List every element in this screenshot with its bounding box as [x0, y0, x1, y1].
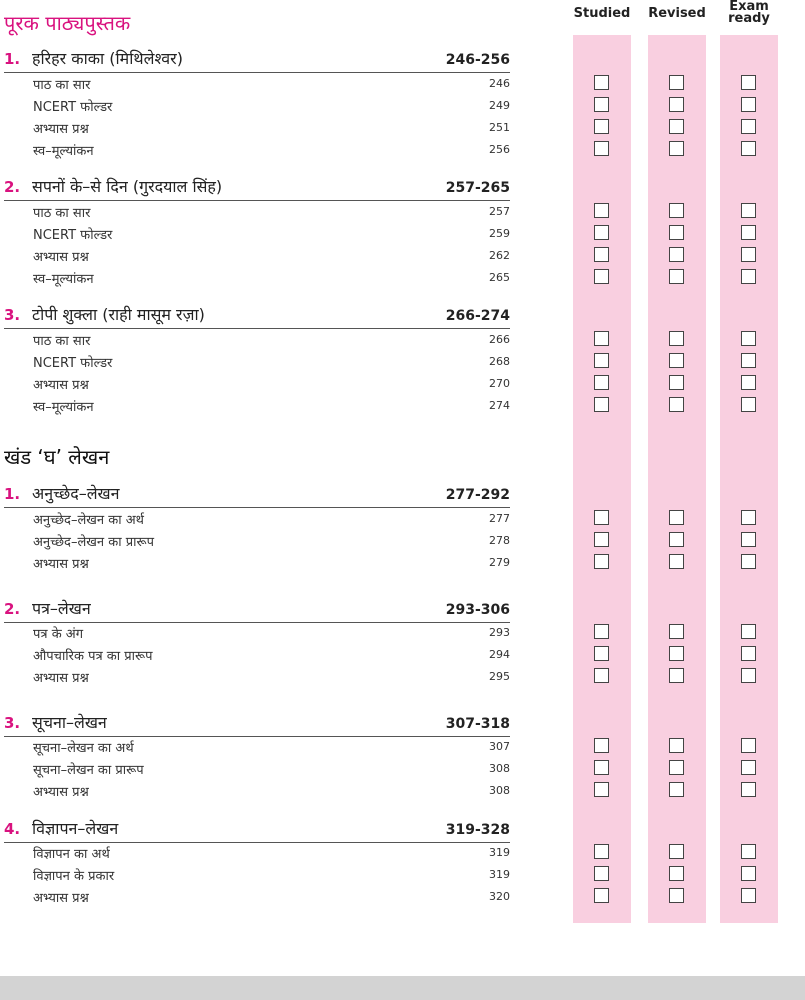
- exam-ready-checkbox[interactable]: [741, 760, 756, 775]
- toc-item-label: NCERT फोल्डर: [33, 356, 113, 371]
- exam-ready-checkbox[interactable]: [741, 119, 756, 134]
- toc-item-label: पाठ का सार: [33, 334, 91, 349]
- supplementary-textbook-title: पूरक पाठ्यपुस्तक: [4, 11, 131, 35]
- chapter-title-text: सपनों के–से दिन: [32, 177, 128, 196]
- chapter-page-range: 307-318: [445, 716, 510, 732]
- exam-ready-checkbox[interactable]: [741, 225, 756, 240]
- studied-checkbox[interactable]: [594, 624, 609, 639]
- toc-item-label: स्व–मूल्यांकन: [33, 144, 94, 159]
- studied-checkbox[interactable]: [594, 866, 609, 881]
- studied-checkbox[interactable]: [594, 353, 609, 368]
- revised-checkbox[interactable]: [669, 141, 684, 156]
- toc-item-label: अभ्यास प्रश्न: [33, 785, 89, 800]
- chapter-title: [32, 597, 91, 619]
- toc-item-label: सूचना–लेखन का प्रारूप: [33, 763, 144, 778]
- studied-checkbox[interactable]: [594, 738, 609, 753]
- toc-item-page: 249: [489, 99, 510, 112]
- toc-item-label: पाठ का सार: [33, 206, 91, 221]
- chapter-author: (मिथिलेश्वर): [109, 49, 183, 68]
- revised-checkbox[interactable]: [669, 331, 684, 346]
- studied-checkbox[interactable]: [594, 141, 609, 156]
- exam-ready-checkbox[interactable]: [741, 397, 756, 412]
- studied-checkbox[interactable]: [594, 375, 609, 390]
- toc-item-row: [33, 138, 510, 160]
- toc-item-page: 320: [489, 890, 510, 903]
- toc-item-label: विज्ञापन का अर्थ: [33, 847, 110, 862]
- revised-checkbox[interactable]: [669, 269, 684, 284]
- revised-checkbox[interactable]: [669, 844, 684, 859]
- studied-column-header: Studied: [573, 6, 631, 21]
- chapter-page-range: 319-328: [445, 822, 510, 838]
- studied-checkbox[interactable]: [594, 760, 609, 775]
- toc-item-page: 307: [489, 740, 510, 753]
- exam-ready-checkbox[interactable]: [741, 782, 756, 797]
- chapter-author: (राही मासूम रज़ा): [102, 305, 205, 324]
- studied-checkbox[interactable]: [594, 203, 609, 218]
- toc-item-row: [33, 841, 510, 863]
- toc-item-label: स्व–मूल्यांकन: [33, 272, 94, 287]
- toc-item-label: अभ्यास प्रश्न: [33, 378, 89, 393]
- revised-checkbox[interactable]: [669, 738, 684, 753]
- toc-item-page: 278: [489, 534, 510, 547]
- toc-item-label: औपचारिक पत्र का प्रारूप: [33, 649, 153, 664]
- toc-item-page: 270: [489, 377, 510, 390]
- studied-checkbox[interactable]: [594, 397, 609, 412]
- toc-item-row: [33, 266, 510, 288]
- toc-item-label: स्व–मूल्यांकन: [33, 400, 94, 415]
- revised-checkbox[interactable]: [669, 760, 684, 775]
- chapter-heading: [4, 592, 510, 623]
- toc-item-row: [33, 94, 510, 116]
- chapter-title: [32, 817, 118, 839]
- toc-item-page: 265: [489, 271, 510, 284]
- studied-checkbox[interactable]: [594, 97, 609, 112]
- chapter-number: 1.: [4, 485, 21, 503]
- toc-item-page: 319: [489, 846, 510, 859]
- toc-item-page: 279: [489, 556, 510, 569]
- toc-item-page: 277: [489, 512, 510, 525]
- revised-checkbox[interactable]: [669, 624, 684, 639]
- studied-checkbox[interactable]: [594, 119, 609, 134]
- toc-item-page: 251: [489, 121, 510, 134]
- chapter-page-range: 293-306: [445, 602, 510, 618]
- toc-item-row: [33, 116, 510, 138]
- toc-item-page: 257: [489, 205, 510, 218]
- toc-item-row: [33, 244, 510, 266]
- toc-item-label: सूचना–लेखन का अर्थ: [33, 741, 134, 756]
- exam-ready-checkbox[interactable]: [741, 203, 756, 218]
- exam-ready-column-header: Exam ready: [728, 0, 770, 26]
- toc-item-row: [33, 72, 510, 94]
- chapter-heading: [4, 42, 510, 73]
- toc-item-row: [33, 507, 510, 529]
- toc-item-label: अनुच्छेद–लेखन का प्रारूप: [33, 535, 154, 550]
- chapter-title-text: सूचना–लेखन: [32, 713, 107, 732]
- studied-checkbox[interactable]: [594, 510, 609, 525]
- writing-section-title: खंड ‘घ’ लेखन: [4, 445, 110, 469]
- chapter-title-text: विज्ञापन–लेखन: [32, 819, 119, 838]
- toc-item-page: 246: [489, 77, 510, 90]
- studied-checkbox[interactable]: [594, 844, 609, 859]
- toc-item-label: NCERT फोल्डर: [33, 228, 113, 243]
- studied-checkbox[interactable]: [594, 554, 609, 569]
- toc-item-label: अनुच्छेद–लेखन का अर्थ: [33, 513, 144, 528]
- chapter-title-text: टोपी शुक्ला: [32, 305, 98, 324]
- revised-checkbox[interactable]: [669, 247, 684, 262]
- exam-ready-checkbox[interactable]: [741, 738, 756, 753]
- chapter-heading: [4, 298, 510, 329]
- exam-ready-checkbox[interactable]: [741, 269, 756, 284]
- toc-item-label: अभ्यास प्रश्न: [33, 557, 89, 572]
- exam-ready-checkbox[interactable]: [741, 646, 756, 661]
- chapter-page-range: 257-265: [445, 180, 510, 196]
- revised-checkbox[interactable]: [669, 75, 684, 90]
- toc-item-row: [33, 372, 510, 394]
- toc-item-page: 294: [489, 648, 510, 661]
- revised-checkbox[interactable]: [669, 866, 684, 881]
- toc-item-page: 274: [489, 399, 510, 412]
- chapter-title: [32, 303, 205, 325]
- chapter-number: 2.: [4, 178, 21, 196]
- studied-checkbox[interactable]: [594, 331, 609, 346]
- toc-item-label: अभ्यास प्रश्न: [33, 671, 89, 686]
- chapter-heading: [4, 170, 510, 201]
- toc-item-page: 266: [489, 333, 510, 346]
- revised-checkbox[interactable]: [669, 119, 684, 134]
- toc-item-row: [33, 394, 510, 416]
- studied-checkbox[interactable]: [594, 269, 609, 284]
- chapter-heading: [4, 812, 510, 843]
- toc-item-row: [33, 735, 510, 757]
- exam-ready-checkbox[interactable]: [741, 866, 756, 881]
- chapter-number: 2.: [4, 600, 21, 618]
- toc-item-row: [33, 200, 510, 222]
- chapter-number: 3.: [4, 714, 21, 732]
- toc-item-label: अभ्यास प्रश्न: [33, 122, 89, 137]
- exam-ready-checkbox[interactable]: [741, 888, 756, 903]
- exam-ready-checkbox[interactable]: [741, 844, 756, 859]
- revised-checkbox[interactable]: [669, 225, 684, 240]
- toc-item-row: [33, 328, 510, 350]
- chapter-number: 4.: [4, 820, 21, 838]
- chapter-heading: [4, 477, 510, 508]
- toc-item-row: [33, 863, 510, 885]
- revised-checkbox[interactable]: [669, 646, 684, 661]
- studied-checkbox[interactable]: [594, 225, 609, 240]
- toc-item-row: [33, 665, 510, 687]
- toc-item-label: पाठ का सार: [33, 78, 91, 93]
- revised-checkbox[interactable]: [669, 782, 684, 797]
- toc-item-row: [33, 757, 510, 779]
- chapter-title-text: हरिहर काका: [32, 49, 105, 68]
- toc-item-row: [33, 529, 510, 551]
- revised-checkbox[interactable]: [669, 97, 684, 112]
- chapter-title-text: अनुच्छेद–लेखन: [32, 484, 120, 503]
- chapter-number: 3.: [4, 306, 21, 324]
- toc-item-row: [33, 643, 510, 665]
- toc-item-page: 268: [489, 355, 510, 368]
- toc-item-page: 256: [489, 143, 510, 156]
- revised-checkbox[interactable]: [669, 375, 684, 390]
- exam-ready-checkbox[interactable]: [741, 247, 756, 262]
- toc-item-row: [33, 350, 510, 372]
- revised-checkbox[interactable]: [669, 888, 684, 903]
- exam-ready-checkbox[interactable]: [741, 532, 756, 547]
- chapter-number: 1.: [4, 50, 21, 68]
- chapter-page-range: 246-256: [445, 52, 510, 68]
- toc-item-page: 308: [489, 762, 510, 775]
- footer-bar: [0, 976, 805, 1000]
- toc-item-page: 308: [489, 784, 510, 797]
- chapter-title-text: पत्र–लेखन: [32, 599, 91, 618]
- exam-ready-checkbox[interactable]: [741, 97, 756, 112]
- toc-item-label: अभ्यास प्रश्न: [33, 891, 89, 906]
- exam-ready-checkbox[interactable]: [741, 510, 756, 525]
- toc-item-label: विज्ञापन के प्रकार: [33, 869, 115, 884]
- studied-checkbox[interactable]: [594, 646, 609, 661]
- toc-item-page: 293: [489, 626, 510, 639]
- chapter-heading: [4, 706, 510, 737]
- revised-checkbox[interactable]: [669, 397, 684, 412]
- studied-checkbox[interactable]: [594, 668, 609, 683]
- exam-ready-checkbox[interactable]: [741, 554, 756, 569]
- revised-column-header: Revised: [648, 6, 706, 21]
- chapter-author: (गुरदयाल सिंह): [132, 177, 223, 196]
- studied-checkbox[interactable]: [594, 782, 609, 797]
- chapter-title: [32, 482, 120, 504]
- revised-checkbox[interactable]: [669, 532, 684, 547]
- revised-checkbox[interactable]: [669, 203, 684, 218]
- exam-ready-checkbox[interactable]: [741, 75, 756, 90]
- toc-item-page: 262: [489, 249, 510, 262]
- studied-checkbox[interactable]: [594, 247, 609, 262]
- exam-ready-checkbox[interactable]: [741, 141, 756, 156]
- exam-ready-checkbox[interactable]: [741, 353, 756, 368]
- toc-item-page: 259: [489, 227, 510, 240]
- toc-item-label: NCERT फोल्डर: [33, 100, 113, 115]
- toc-item-page: 295: [489, 670, 510, 683]
- revised-checkbox[interactable]: [669, 668, 684, 683]
- studied-checkbox[interactable]: [594, 888, 609, 903]
- toc-item-row: [33, 885, 510, 907]
- toc-item-row: [33, 222, 510, 244]
- studied-checkbox[interactable]: [594, 532, 609, 547]
- chapter-page-range: 277-292: [445, 487, 510, 503]
- toc-item-row: [33, 779, 510, 801]
- toc-item-label: पत्र के अंग: [33, 627, 84, 642]
- toc-item-row: [33, 551, 510, 573]
- studied-checkbox[interactable]: [594, 75, 609, 90]
- exam-ready-checkbox[interactable]: [741, 668, 756, 683]
- chapter-title: [32, 175, 222, 197]
- exam-ready-checkbox[interactable]: [741, 624, 756, 639]
- exam-ready-checkbox[interactable]: [741, 375, 756, 390]
- chapter-page-range: 266-274: [445, 308, 510, 324]
- toc-item-row: [33, 621, 510, 643]
- toc-item-label: अभ्यास प्रश्न: [33, 250, 89, 265]
- chapter-title: [32, 47, 183, 69]
- revised-checkbox[interactable]: [669, 510, 684, 525]
- exam-ready-checkbox[interactable]: [741, 331, 756, 346]
- toc-item-page: 319: [489, 868, 510, 881]
- chapter-title: [32, 711, 107, 733]
- revised-checkbox[interactable]: [669, 353, 684, 368]
- revised-checkbox[interactable]: [669, 554, 684, 569]
